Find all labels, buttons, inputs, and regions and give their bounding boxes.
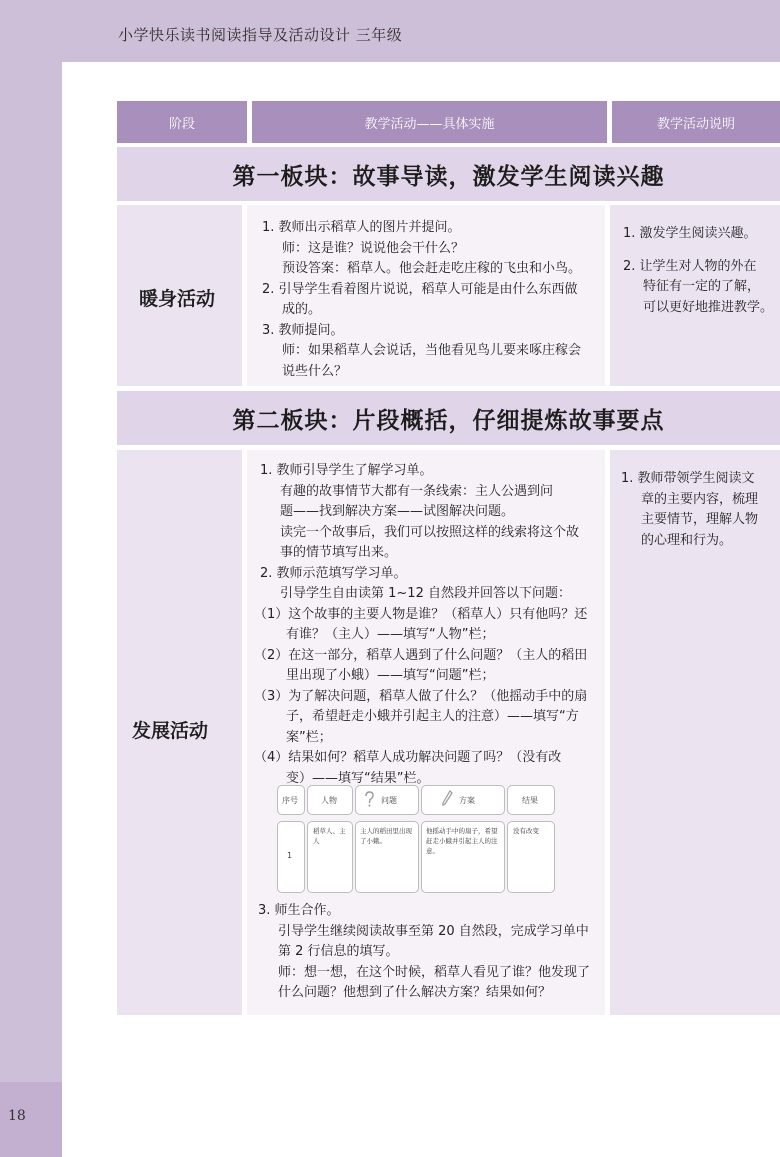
worksheet-row-problem: 主人的稻田里出现了小蛾。 — [360, 827, 412, 845]
header-notes: 教学活动说明 — [612, 101, 780, 143]
activity-line: （2）在这一部分，稻草人遇到了什么问题？（主人的稻田 — [254, 647, 588, 663]
section1-notes — [623, 224, 773, 318]
header-stage: 阶段 — [117, 101, 247, 143]
note-line: 可以更好地推进教学。 — [643, 299, 774, 315]
activity-line: 子，希望赶走小蛾并引起主人的注意）——填写“方 — [286, 709, 579, 724]
worksheet-header-num: 序号 — [282, 796, 298, 805]
note-line: 2. 让学生对人物的外在 — [623, 258, 757, 274]
activity-line: 有谁？（主人）——填写“人物”栏； — [286, 627, 495, 642]
page-bottom-corner — [62, 1082, 780, 1157]
activity-line: 预设答案：稻草人。他会赶走吃庄稼的飞虫和小鸟。 — [282, 261, 582, 276]
activity-line: 师：如果稻草人会说话，当他看见鸟儿要来啄庄稼会 — [282, 343, 582, 358]
activity-line: （3）为了解决问题，稻草人做了什么？（他摇动手中的扇 — [254, 688, 588, 704]
activity-line: 1. 教师引导学生了解学习单。 — [260, 463, 433, 478]
section2-activity-continued — [258, 901, 598, 1004]
section2-stage: 发展活动 — [132, 720, 209, 742]
activity-line: 1. 教师出示稻草人的图片并提问。 — [262, 220, 461, 235]
activity-line: 事的情节填写出来。 — [280, 545, 398, 560]
worksheet-row-result: 没有改变 — [513, 827, 539, 835]
activity-line: 成的。 — [282, 302, 322, 317]
activity-line: 第 2 行信息的填写。 — [278, 944, 399, 959]
section2-title: 第二板块：片段概括，仔细提炼故事要点 — [117, 391, 780, 445]
section1-activity — [262, 218, 602, 382]
worksheet-row-num: 1 — [287, 851, 293, 860]
pencil-icon — [441, 790, 453, 808]
note-line: 主要情节，理解人物 — [641, 512, 759, 527]
worksheet-row-plan: 他摇动手中的扇子，希望赶走小蛾并引起主人的注意。 — [426, 827, 498, 855]
section1-title: 第一板块：故事导读，激发学生阅读兴趣 — [117, 147, 780, 201]
activity-line: 3. 师生合作。 — [258, 903, 340, 918]
activity-line: 什么问题？他想到了什么解决方案？结果如何？ — [278, 985, 552, 1000]
note-line: 特征有一定的了解， — [643, 279, 761, 294]
activity-line: 引导学生自由读第 1~12 自然段并回答以下问题： — [280, 586, 571, 601]
page-number: 18 — [8, 1108, 26, 1124]
header-activity: 教学活动——具体实施 — [252, 101, 607, 143]
worksheet-header-result: 结果 — [522, 796, 538, 805]
activity-line: 3. 教师提问。 — [262, 322, 344, 338]
worksheet-header-person: 人物 — [321, 796, 337, 805]
page-side-band — [0, 0, 62, 1157]
activity-line: 变）——填写“结果”栏。 — [286, 770, 430, 786]
activity-line: 说些什么？ — [282, 363, 348, 379]
worksheet-header-plan: 方案 — [459, 796, 475, 805]
running-header: 小学快乐读书阅读指导及活动设计 三年级 — [118, 26, 403, 44]
section2-notes — [621, 469, 771, 551]
worksheet-header-problem: 问题 — [381, 796, 397, 805]
section1-stage: 暖身活动 — [139, 288, 216, 310]
note-line: 章的主要内容，梳理 — [641, 491, 759, 507]
activity-line: 2. 引导学生看着图片说说，稻草人可能是由什么东西做 — [262, 281, 578, 297]
section2-activity — [254, 461, 600, 789]
activity-line: 引导学生继续阅读故事至第 20 自然段，完成学习单中 — [278, 923, 589, 939]
activity-line: （1）这个故事的主要人物是谁？（稻草人）只有他吗？还 — [254, 606, 588, 622]
worksheet-row-person: 稻草人、主人 — [313, 827, 346, 845]
activity-line: 里出现了小蛾）——填写“问题”栏； — [286, 668, 495, 683]
activity-line: 师：这是谁？说说他会干什么？ — [282, 240, 465, 256]
activity-line: 师：想一想，在这个时候，稻草人看见了谁？他发现了 — [278, 964, 591, 980]
note-line: 1. 激发学生阅读兴趣。 — [623, 226, 757, 241]
note-line: 1. 教师带领学生阅读文 — [621, 471, 755, 486]
activity-line: 题——找到解决方案——试图解决问题。 — [280, 504, 515, 519]
activity-line: 有趣的故事情节大都有一条线索：主人公遇到问 — [280, 483, 554, 499]
activity-line: （4）结果如何？稻草人成功解决问题了吗？（没有改 — [254, 750, 562, 765]
worksheet-table — [277, 785, 559, 893]
activity-line: 读完一个故事后，我们可以按照这样的线索将这个故 — [280, 524, 580, 540]
activity-line: 2. 教师示范填写学习单。 — [260, 565, 407, 581]
page-corner — [62, 62, 780, 92]
activity-line: 案”栏； — [286, 729, 332, 745]
question-mark-icon — [363, 791, 375, 807]
note-line: 的心理和行为。 — [641, 532, 733, 548]
